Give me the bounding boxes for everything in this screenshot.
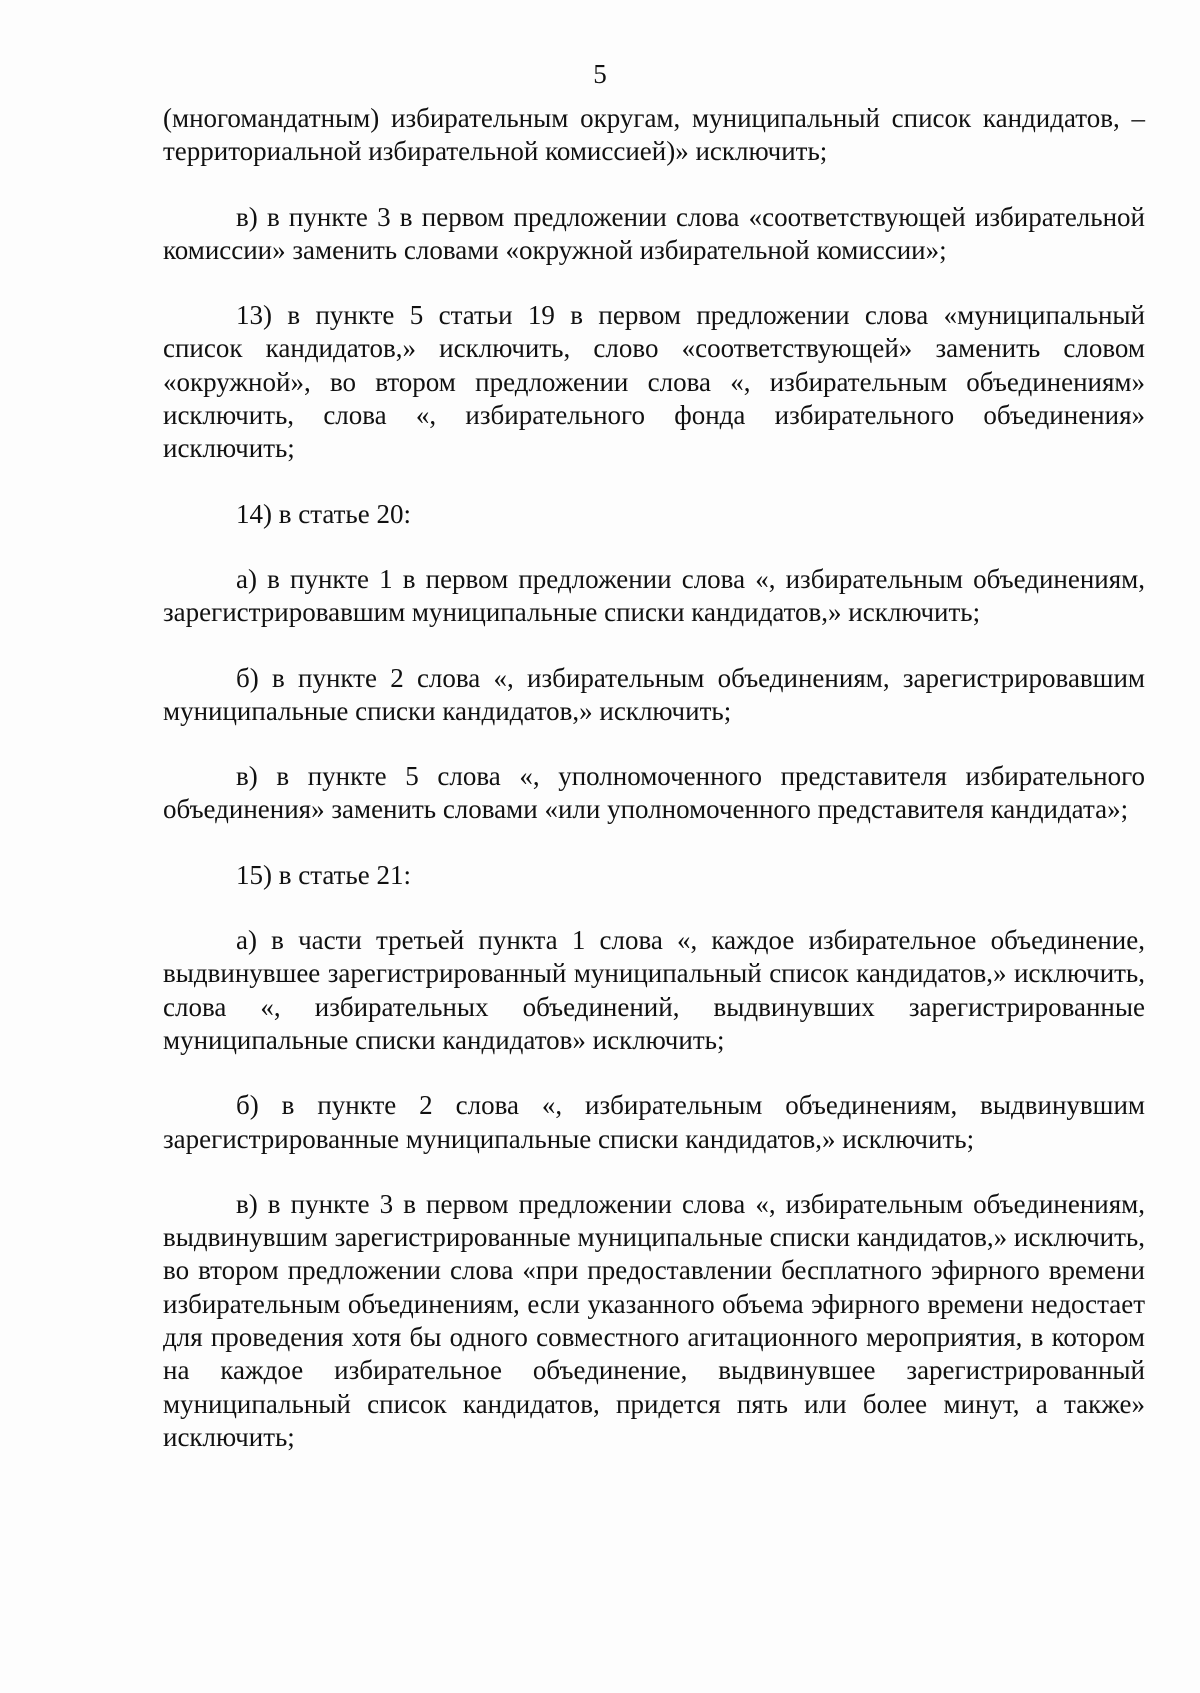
paragraph-15: 15) в статье 21: [236,859,411,890]
paragraph-14: 14) в статье 20: [236,498,411,529]
paragraph-continuation: (многомандатным) избирательным округам, муниципальный список кандидатов, – территориальной избирательной комиссией)» исключить; [163,103,1145,167]
paragraph-15v: в) в пункте 3 в первом предложении слова «, избирательным объединениям, выдвинувшим зарегистрированные муниципальные списки кандидатов,» исключить, во втором предложении слова «при предоставлении бесплатного эфирного времени избирательным объединениям, если указанного объема эфирного времени недостает для проведения хотя бы одного совместного агитационного мероприятия, в котором на каждое избирательное объединение, выдвинувшее зарегистрированный муниципальный список кандидатов, придется пять или более минут, а также» исключить; [163,1188,1145,1452]
paragraph-14a: а) в пункте 1 в первом предложении слова «, избирательным объединениям, зарегистрировавшим муниципальные списки кандидатов,» исключить; [163,563,1145,628]
paragraph-14b: б) в пункте 2 слова «, избирательным объединениям, зарегистрировавшим муниципальные списки кандидатов,» исключить; [163,662,1145,726]
page-number: 5 [593,59,607,89]
paragraph-13: 13) в пункте 5 статьи 19 в первом предложении слова «муниципальный список кандидатов,» исключить, слово «соответствующей» заменить словом «окружной», во втором предложении слова «, избирательным объединениям» исключить, слова «, избирательного фонда избирательного объединения» исключить; [163,300,1145,464]
paragraph-12v: в) в пункте 3 в первом предложении слова «соответствующей избирательной комиссии» заменить словами «окружной избирательной комиссии»; [163,201,1145,265]
document-body [163,102,1145,1486]
paragraph-14v: в) в пункте 5 слова «, уполномоченного представителя избирательного объединения» заменить словами «или уполномоченного представителя кандидата»; [163,761,1145,825]
paragraph-15b: б) в пункте 2 слова «, избирательным объединениям, выдвинувшим зарегистрированные муниципальные списки кандидатов,» исключить; [163,1090,1145,1154]
paragraph-15a: а) в части третьей пункта 1 слова «, каждое избирательное объединение, выдвинувшее зарегистрированный муниципальный список кандидатов,» исключить, слова «, избирательных объединений, выдвинувших зарегистрированные муниципальные списки кандидатов» исключить; [163,925,1145,1055]
